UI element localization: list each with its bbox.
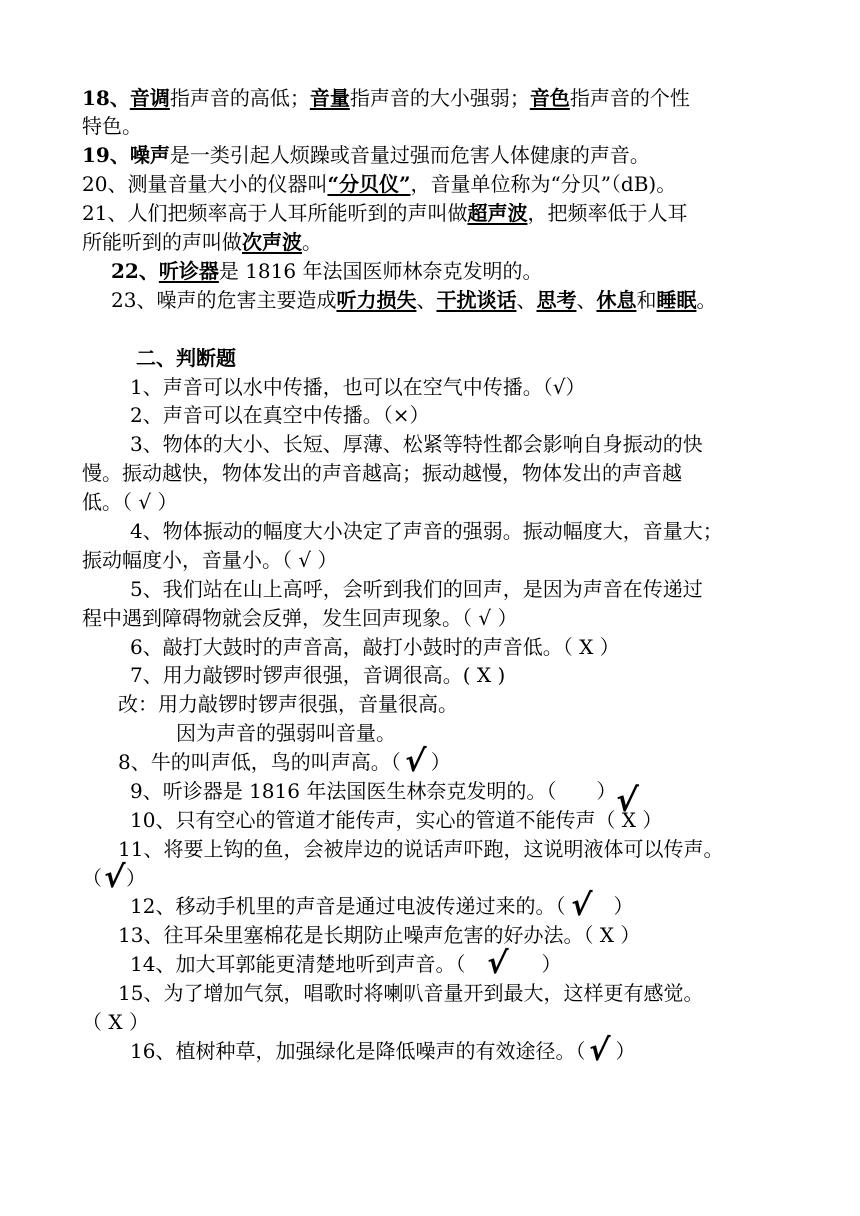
judge-q11-line-2: [82, 860, 147, 895]
term-thinking: 思考: [536, 288, 577, 312]
item-23-text-1: 23、噪声的危害主要造成: [111, 288, 337, 312]
judge-q7-reason: 因为声音的强弱叫音量。: [176, 721, 396, 745]
judge-q14: [130, 946, 562, 981]
term-stethoscope: 听诊器: [158, 259, 219, 283]
term-timbre: 音色: [529, 86, 570, 110]
judge-q9-text: 9、听诊器是 1816 年法国医生林奈克发明的。（: [130, 779, 557, 803]
term-noise: 噪声: [129, 143, 170, 167]
judge-q15-line-2: （ X ）: [82, 1010, 149, 1034]
item-23-sep-2: 、: [516, 288, 537, 312]
item-21-text-2: ，把频率低于人耳: [527, 201, 688, 225]
item-23-sep-4: 和: [636, 288, 657, 312]
judge-q7: 7、用力敲锣时锣声很强，音调很高。( X ): [130, 663, 506, 687]
check-mark-icon: √: [485, 946, 510, 981]
item-21-text-3: 所能听到的声叫做: [82, 230, 242, 254]
item-18-text-2: 指声音的大小强弱；: [349, 86, 530, 110]
item-22-number: 22、: [111, 259, 159, 283]
judge-q11-line-1: 11、将要上钩的鱼，会被岸边的说话声吓跑，这说明液体可以传声。: [118, 837, 724, 861]
item-21-line-2: [82, 229, 322, 255]
judge-q8: [118, 744, 451, 779]
term-decibel-meter: “分贝仪”: [327, 172, 411, 196]
judge-q4-line-1: 4、物体振动的幅度大小决定了声音的强弱。振动幅度大，音量大；: [130, 519, 723, 543]
item-23-sep-3: 、: [576, 288, 597, 312]
judge-q10: 10、只有空心的管道才能传声，实心的管道不能传声（ X ）: [130, 808, 663, 832]
judge-q14-close: ）: [541, 952, 562, 976]
check-mark-icon: √: [587, 1033, 612, 1068]
item-19: [82, 142, 650, 168]
item-18-number: 18、: [82, 86, 130, 110]
item-21-line-1: [82, 200, 687, 226]
judge-q7-correction: 改：用力敲锣时锣声很强，音量很高。: [118, 692, 458, 716]
term-pitch: 音调: [129, 86, 170, 110]
item-19-number: 19、: [82, 143, 130, 167]
item-21-text-1: 21、人们把频率高于人耳所能听到的声叫做: [82, 201, 468, 225]
term-hearing-loss: 听力损失: [336, 288, 417, 312]
judge-q11-close: ）: [126, 866, 147, 890]
judge-q5-line-1: 5、我们站在山上高呼，会听到我们的回声，是因为声音在传递过: [130, 577, 703, 601]
item-22-text: 是 1816 年法国医师林奈克发明的。: [218, 259, 543, 283]
judge-q12-text: 12、移动手机里的声音是通过电波传递过来的。（: [130, 894, 566, 918]
judge-q3-line-2: 慢。振动越快，物体发出的声音越高；振动越慢，物体发出的声音越: [82, 461, 682, 485]
item-23-sep-1: 、: [416, 288, 437, 312]
check-mark-icon: √: [569, 888, 594, 923]
judge-q13: 13、往耳朵里塞棉花是长期防止噪声危害的好办法。（ X ）: [118, 923, 641, 947]
term-sleep: 睡眠: [656, 288, 697, 312]
judge-q8-text: 8、牛的叫声低，鸟的叫声高。（: [118, 750, 401, 774]
item-22: [111, 258, 542, 284]
item-23: [111, 287, 716, 313]
judge-q11-open: （: [82, 866, 102, 890]
item-21-text-4: 。: [302, 230, 322, 254]
judge-q9-close: ）: [596, 779, 617, 803]
judge-q14-text: 14、加大耳郭能更清楚地听到声音。（: [130, 952, 466, 976]
judge-q6: 6、敲打大鼓时的声音高，敲打小鼓时的声音低。（ X ）: [130, 635, 620, 659]
item-23-end: 。: [696, 288, 717, 312]
judge-q3-line-1: 3、物体的大小、长短、厚薄、松紧等特性都会影响自身振动的快: [130, 432, 703, 456]
item-20-text-1: 20、测量音量大小的仪器叫: [82, 172, 328, 196]
term-interfere-talk: 干扰谈话: [436, 288, 517, 312]
term-volume: 音量: [309, 86, 350, 110]
item-18-text-3: 指声音的个性: [569, 86, 690, 110]
item-18-line-2: 特色。: [82, 114, 142, 138]
item-20-text-2: ，音量单位称为“分贝”（dB)。: [410, 172, 677, 196]
term-rest: 休息: [596, 288, 637, 312]
judge-q12-close: ）: [613, 894, 634, 918]
judge-q12: [130, 888, 634, 923]
check-mark-icon: √: [402, 744, 427, 779]
check-mark-icon: √: [102, 860, 126, 895]
term-ultrasound: 超声波: [467, 201, 528, 225]
section-title-judgement: 二、判断题: [136, 346, 236, 370]
judge-q16-close: ）: [615, 1039, 636, 1063]
judge-q4-line-2: 振动幅度小，音量小。（ √ ）: [82, 548, 338, 572]
item-18-text-1: 指声音的高低；: [169, 86, 310, 110]
term-infrasound: 次声波: [242, 230, 302, 254]
judge-q8-close: ）: [430, 750, 451, 774]
judge-q1: 1、声音可以水中传播，也可以在空气中传播。（√）: [130, 375, 586, 399]
judge-q2: 2、声音可以在真空中传播。（×）: [130, 403, 430, 427]
check-mark-icon: √: [614, 781, 640, 819]
judge-q16: [130, 1033, 636, 1068]
judge-q9: [130, 778, 616, 804]
item-19-text: 是一类引起人烦躁或音量过强而危害人体健康的声音。: [169, 143, 650, 167]
judge-q15-line-1: 15、为了增加气氛，唱歌时将喇叭音量开到最大，这样更有感觉。: [118, 981, 704, 1005]
judge-q3-line-3: 低。（ √ ）: [82, 490, 178, 514]
item-18-line-1: [82, 85, 690, 111]
judge-q16-text: 16、植树种草，加强绿化是降低噪声的有效途径。（: [130, 1039, 586, 1063]
judge-q5-line-2: 程中遇到障碍物就会反弹，发生回声现象。（ √ ）: [82, 606, 518, 630]
item-20: [82, 171, 676, 197]
